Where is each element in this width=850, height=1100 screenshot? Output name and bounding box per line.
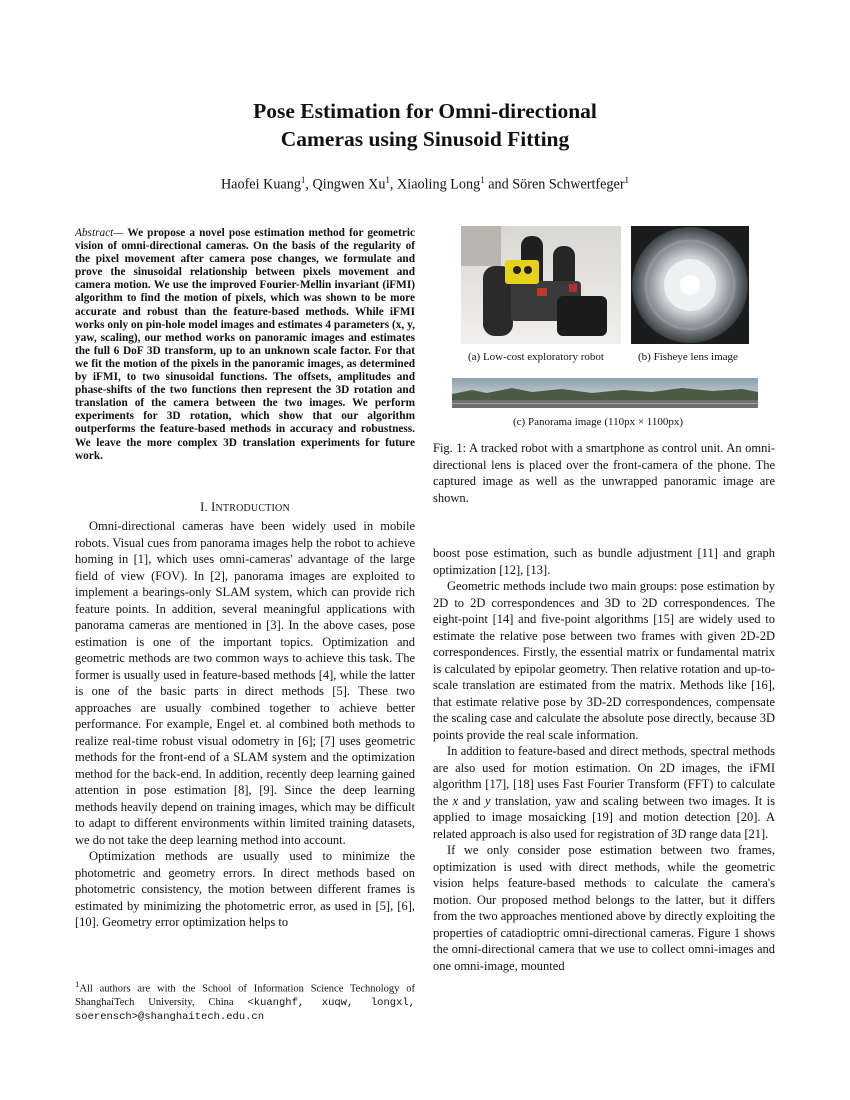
intro-left-column bbox=[75, 518, 415, 931]
abstract-dash: — bbox=[113, 227, 128, 239]
text-span: and bbox=[458, 793, 486, 808]
footnote-emails: <kuanghf, xuqw, longxl, soerensch>@shanghaitech.edu.cn bbox=[75, 996, 415, 1023]
author-name: Xiaoling Long bbox=[397, 176, 481, 193]
author-name: Haofei Kuang bbox=[220, 176, 301, 193]
text-span: translation, yaw and scaling between two images. It is applied to image mosaicking [19] and motion detection [20]. A related approach is also used for registration of 3D range data [21]. bbox=[433, 793, 775, 841]
paragraph: Optimization methods are usually used to minimize the photometric and geometry errors. In direct methods based on photometric consistency, the motion between different frames is estimated by minimizing the photometric error, as used in [5], [6], [10]. Geometry error optimization helps to bbox=[75, 849, 415, 929]
paragraph: If we only consider pose estimation between two frames, optimization is used with direct methods, while the geometric vision helps feature-based methods to calculate the camera's motion. Our proposed method belongs to the latter, but it differs from the two approaches mentioned above by directly exploiting the properties of catadioptric omni-directional cameras. Figure 1 shows the omni-directional camera that we use to collect omni-images and one omni-image, mounted bbox=[433, 843, 775, 973]
section-title-rest: NTRODUCTION bbox=[215, 503, 290, 514]
subcaption-a: (a) Low-cost exploratory robot bbox=[468, 351, 604, 363]
robot-photo bbox=[461, 226, 621, 344]
paragraph bbox=[433, 743, 775, 842]
subcaption-b: (b) Fisheye lens image bbox=[638, 351, 738, 363]
affiliation-mark: 1 bbox=[624, 175, 630, 185]
panorama-photo bbox=[452, 378, 758, 408]
abstract-label: Abstract bbox=[75, 227, 114, 239]
subcaption-c: (c) Panorama image (110px × 1100px) bbox=[513, 416, 684, 428]
paragraph: Omni-directional cameras have been widely used in mobile robots. Visual cues from panorama images help the robot to achieve homing in [1], which uses omni-cameras' advantage of the large field of view (FOV). In [2], panorama images are exploited to implement a bearings-only SLAM system, which can provide rich feature points. In addition, several meaningful applications with panorama cameras are mentioned in [3]. In the above cases, pose estimation is one of the important topics. Optimization and geometric methods are two common ways to achieve this task. The former is usually used in feature-based methods [4], while the latter is one of the basic parts in direct methods [5]. These two approaches are usually combined together to achieve better performance. For example, Engel et. al combined both methods to realize real-time robust visual odometry in [6]; [7] uses geometric methods for the front-end of a SLAM system and the optimization method for the back-end. In addition, recently deep learning gained attention in pose estimation [8], [9]. Since the deep learning methods heavily depend on training images, which may be difficult to adapt to different environments within limited training datasets, we do not take the deep learning method into account. bbox=[75, 519, 415, 847]
abstract-text: We propose a novel pose estimation method for geometric vision of omni-directional cameras. On the basis of the regularity of the pixel movement after camera pose changes, we formulate and prove the sinusoidal relationship between pixels movement and camera motion. We use the improved Fourier-Mellin invariant (iFMI) algorithm to find the motion of pixels, which was shown to be more accurate and robust than the feature-based methods. While iFMI works only on pin-hole model images and estimates 4 parameters (x, y, yaw, scaling), our method works on panoramic images and estimates the full 6 DoF 3D transform, up to an unknown scale factor. For that we fit the motion of the pixels in the panoramic images, as determined by iFMI, to two sinusoidal functions. The offsets, amplitudes and phase-shifts of the two functions then represent the 3D rotation and translation of the camera between the two images. We perform experiments for 3D rotation, which show that our algorithm outperforms the feature-based methods in accuracy and robustness. We leave the more complex 3D translation experiments for future work. bbox=[75, 227, 415, 462]
author-name: Sören Schwertfeger bbox=[512, 176, 625, 193]
paragraph: boost pose estimation, such as bundle adjustment [11] and graph optimization [12], [13]. bbox=[433, 546, 775, 577]
author-name: Qingwen Xu bbox=[312, 176, 386, 193]
author-separator: and bbox=[484, 176, 513, 193]
robot-illustration bbox=[461, 226, 621, 344]
footnote bbox=[75, 978, 415, 1024]
affiliation-mark: 1 bbox=[385, 175, 390, 185]
title-line-2: Cameras using Sinusoid Fitting bbox=[280, 127, 570, 151]
author-separator: , bbox=[305, 176, 313, 193]
panorama-illustration bbox=[452, 378, 758, 408]
footnote-text: All authors are with the School of Information Science Technology of ShanghaiTech University, China bbox=[75, 983, 415, 1008]
paper-title bbox=[0, 97, 850, 153]
text-span: In addition to feature-based and direct methods, spectral methods are also used for motion estimation. On 2D images, the iFMI algorithm [17], [18] uses Fast Fourier Transform (FFT) to calculate the bbox=[433, 744, 775, 808]
footnote-mark: 1 bbox=[75, 979, 80, 989]
paragraph: Geometric methods include two main groups: pose estimation by 2D to 2D correspondences and 3D to 2D correspondences. The eight-point [14] and five-point algorithms [15] are widely used to estimate the relative pose between two frames with given 2D-2D correspondences. Firstly, the essential matrix or fundamental matrix is calculated by epipolar geometry. Then relative rotation and up-to-scale translation are estimated from the matrix. Methods like [16], that estimate relative pose by 3D-2D correspondences, compensate the scaling case and calculate the absolute pose directly, because 3D points provide the real scale information. bbox=[433, 579, 775, 742]
math-y: y bbox=[485, 793, 491, 808]
math-x: x bbox=[452, 793, 459, 808]
section-heading-introduction bbox=[75, 500, 415, 515]
author-separator: , bbox=[389, 176, 398, 193]
title-line-1: Pose Estimation for Omni-directional bbox=[253, 99, 597, 123]
intro-right-column bbox=[433, 545, 775, 974]
section-title-initial: I bbox=[211, 500, 216, 514]
affiliation-mark: 1 bbox=[480, 175, 485, 185]
abstract bbox=[75, 227, 415, 463]
affiliation-mark: 1 bbox=[300, 175, 306, 185]
figure-caption: Fig. 1: A tracked robot with a smartphone as control unit. An omni-directional lens is placed over the front-camera of the phone. The captured image as well as the unwrapped panoramic image are shown. bbox=[433, 441, 775, 505]
fisheye-illustration bbox=[631, 226, 749, 344]
section-number: I. bbox=[200, 500, 212, 514]
fisheye-photo bbox=[631, 226, 749, 344]
author-list bbox=[0, 175, 850, 194]
